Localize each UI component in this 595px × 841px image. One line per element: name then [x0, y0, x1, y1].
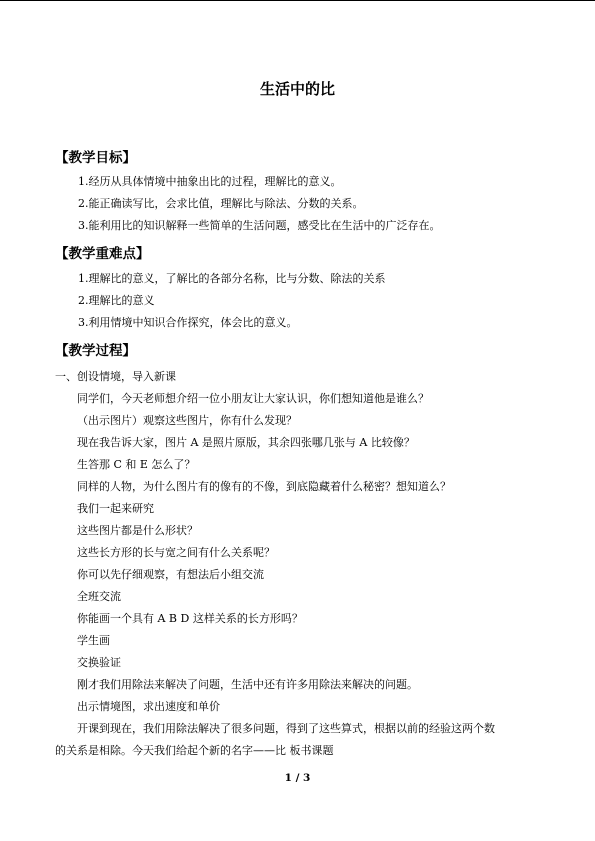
process-line: 刚才我们用除法来解决了问题，生活中还有许多用除法来解决的问题。: [77, 678, 418, 691]
goal-item: 2.能正确读写比，会求比值，理解比与除法、分数的关系。: [78, 197, 364, 210]
process-line: 这些长方形的长与宽之间有什么关系呢？: [77, 546, 275, 559]
process-line: 我们一起来研究: [77, 502, 154, 515]
process-line: 开课到现在，我们用除法解决了很多问题，得到了这些算式，根据以前的经验这两个数: [77, 722, 495, 735]
keypoint-item: 2.理解比的意义: [78, 294, 155, 307]
heading-keypoints: 【教学重难点】: [55, 246, 150, 262]
process-line: 学生画: [77, 634, 110, 647]
process-line: 的关系是相除。今天我们给起个新的名字——比 板书课题: [55, 744, 334, 757]
page-number: 1 / 3: [284, 772, 311, 784]
process-line: 现在我告诉大家，图片 A 是照片原版，其余四张哪几张与 A 比较像？: [77, 436, 415, 449]
goal-item: 3.能利用比的知识解释一些简单的生活问题，感受比在生活中的广泛存在。: [78, 219, 441, 232]
heading-process: 【教学过程】: [55, 343, 136, 359]
process-line: 你能画一个具有 A B D 这样关系的长方形吗？: [77, 612, 303, 625]
process-line: 同样的人物，为什么图片有的像有的不像，到底隐藏着什么秘密？想知道么？: [77, 480, 451, 493]
process-line: 交换验证: [77, 656, 121, 669]
process-line: （出示图片）观察这些图片，你有什么发现？: [77, 414, 297, 427]
document-title: 生活中的比: [259, 80, 335, 98]
keypoint-item: 1.理解比的意义，了解比的各部分名称，比与分数、除法的关系: [78, 272, 386, 285]
process-line: 生答那 C 和 E 怎么了？: [77, 458, 196, 471]
process-line: 这些图片都是什么形状？: [77, 524, 198, 537]
process-line: 你可以先仔细观察，有想法后小组交流: [77, 568, 264, 581]
process-line: 同学们，今天老师想介绍一位小朋友让大家认识，你们想知道他是谁么？: [77, 392, 429, 405]
header-rule: [0, 0, 595, 1]
process-line: 全班交流: [77, 590, 121, 603]
heading-goals: 【教学目标】: [55, 150, 136, 166]
process-line: 出示情境图，求出速度和单价: [77, 700, 220, 713]
goal-item: 1.经历从具体情境中抽象出比的过程，理解比的意义。: [78, 175, 342, 188]
process-step-title: 一、创设情境，导入新课: [55, 370, 176, 383]
keypoint-item: 3.利用情境中知识合作探究，体会比的意义。: [78, 316, 298, 329]
